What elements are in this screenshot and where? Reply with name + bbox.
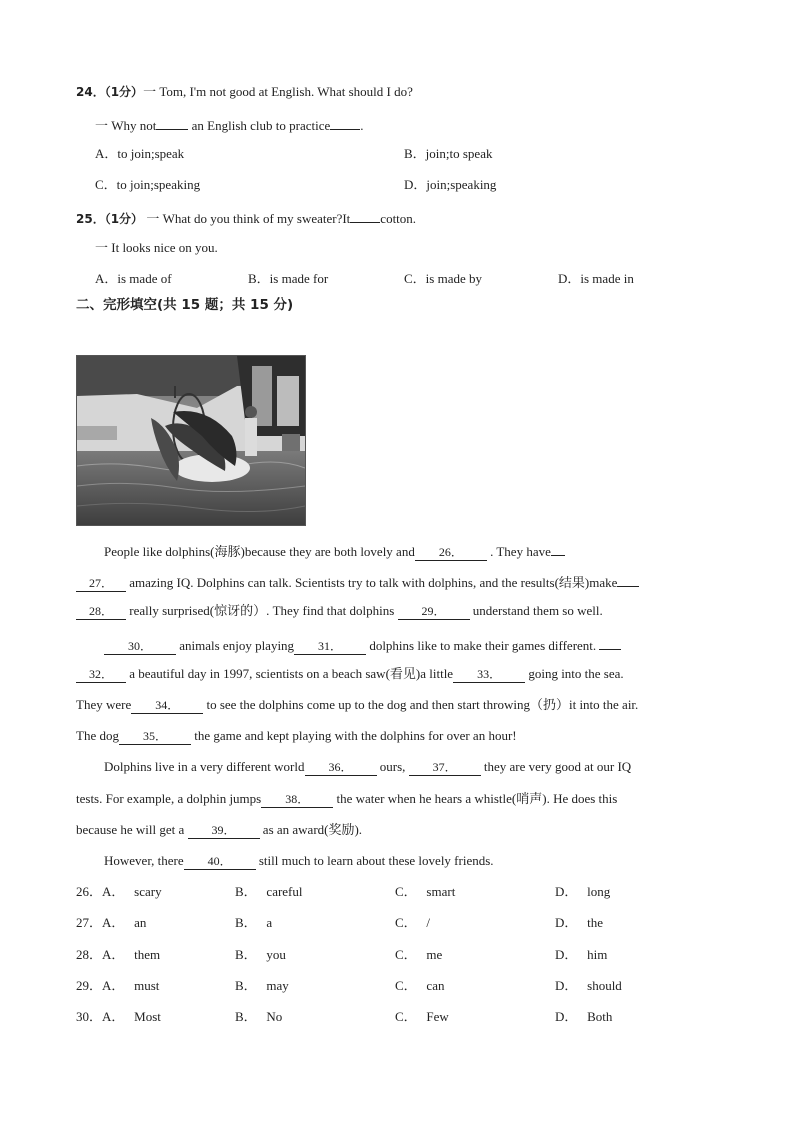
q25-prompt: 一 What do you think of my sweater?It	[143, 211, 351, 226]
passage-text: still much to learn about these lovely friends.	[255, 853, 494, 868]
answer-30-b-text: No	[266, 1009, 283, 1024]
answer-27-a[interactable]	[76, 914, 146, 932]
answer-letter: B．	[235, 1009, 257, 1024]
blank-26[interactable]: 26．	[415, 545, 487, 561]
section-title: 二、完形填空(共 15 题；共 15 分)	[76, 297, 294, 313]
passage-text: going into the sea.	[525, 666, 624, 681]
passage-text: . They have	[486, 544, 551, 559]
q24-prompt: 一 Tom, I'm not good at English. What should I do?	[143, 84, 413, 99]
answer-27-c[interactable]	[395, 914, 430, 932]
answer-26-num: 26．A．	[76, 884, 125, 899]
passage-text: People like dolphins(海豚)because they are both lovely and	[104, 544, 415, 559]
blank-40[interactable]: 40．	[184, 854, 256, 870]
blank-34[interactable]: 34．	[131, 698, 203, 714]
q25-line1	[76, 207, 416, 228]
blank-35[interactable]: 35．	[119, 729, 191, 745]
blank-27[interactable]: 27．	[76, 576, 126, 592]
passage-text: as an award(奖励).	[259, 822, 363, 837]
answer-27-d-text: the	[587, 915, 604, 930]
passage-text: dolphins like to make their games different.	[366, 638, 600, 653]
answer-letter: D．	[555, 1009, 578, 1024]
answer-30-d[interactable]	[555, 1008, 612, 1026]
blank-32[interactable]: 32．	[76, 667, 126, 683]
answer-27-c-text: /	[426, 915, 431, 930]
passage-text: However, there	[104, 853, 184, 868]
answer-30-a-text: Most	[134, 1009, 161, 1024]
answer-letter: B．	[235, 947, 257, 962]
passage-p1-line3	[76, 602, 716, 620]
answer-28-c[interactable]	[395, 946, 442, 964]
answer-letter: B．	[235, 915, 257, 930]
blank-28[interactable]: 28．	[76, 604, 126, 620]
answer-29-c-text: can	[426, 978, 445, 993]
answer-30-c[interactable]	[395, 1008, 449, 1026]
answer-30-d-text: Both	[587, 1009, 613, 1024]
q24-line1	[76, 83, 413, 101]
answer-30-num: 30．A．	[76, 1009, 125, 1024]
passage-p3-line1	[104, 758, 744, 776]
answer-28-b-text: you	[266, 947, 286, 962]
answer-28-b[interactable]	[235, 946, 286, 964]
answer-letter: C．	[395, 915, 417, 930]
answer-27-b-text: a	[266, 915, 273, 930]
passage-p2-line2	[76, 665, 716, 683]
answer-29-d[interactable]	[555, 977, 622, 995]
answer-letter: D．	[555, 947, 578, 962]
answer-29-b-text: may	[266, 978, 289, 993]
blank-33[interactable]: 33．	[453, 667, 525, 683]
passage-p1-line1	[104, 540, 744, 561]
answer-26-c-text: smart	[426, 884, 456, 899]
answer-26-b[interactable]	[235, 883, 303, 901]
passage-p3-line3	[76, 821, 716, 839]
passage-text: the water when he hears a whistle(哨声). He does this	[333, 791, 618, 806]
q24-option-d[interactable]: D．join;speaking	[404, 177, 497, 192]
blank-39[interactable]: 39．	[188, 823, 260, 839]
q24-number: 24．（1分）	[76, 85, 144, 99]
passage-text: tests. For example, a dolphin jumps	[76, 791, 262, 806]
answer-28-d-text: him	[587, 947, 608, 962]
answer-letter: C．	[395, 978, 417, 993]
answer-27-b[interactable]	[235, 914, 272, 932]
q24-line2	[95, 114, 364, 135]
answer-28-a[interactable]	[76, 946, 160, 964]
blank-29[interactable]: 29．	[398, 604, 470, 620]
answer-30-c-text: Few	[426, 1009, 449, 1024]
answer-28-a-text: them	[134, 947, 161, 962]
answer-letter: D．	[555, 978, 578, 993]
answer-26-d-text: long	[587, 884, 611, 899]
passage-p2-line4	[76, 727, 716, 745]
q25-number: 25．（1分）	[76, 212, 144, 226]
answer-27-d[interactable]	[555, 914, 603, 932]
q25-option-c[interactable]: C．is made by	[404, 271, 482, 286]
answer-29-num: 29．A．	[76, 978, 125, 993]
passage-p4-line1	[104, 852, 744, 870]
passage-text: they are very good at our IQ	[480, 759, 632, 774]
passage-text: because he will get a	[76, 822, 188, 837]
passage-text: a beautiful day in 1997, scientists on a beach saw(看见)a little	[126, 666, 454, 681]
passage-p3-line2	[76, 790, 716, 808]
answer-letter: C．	[395, 1009, 417, 1024]
q25-option-d[interactable]: D．is made in	[558, 271, 634, 286]
passage-p2-line1	[104, 634, 744, 655]
q24-blank-2	[330, 114, 360, 130]
blank-38[interactable]: 38．	[261, 792, 333, 808]
q25-blank	[350, 207, 380, 223]
blank-27-lead	[551, 540, 565, 556]
answer-letter: B．	[235, 978, 257, 993]
q25-option-a[interactable]: A．is made of	[95, 271, 172, 286]
passage-text: amazing IQ. Dolphins can talk. Scientists try to talk with dolphins, and the results(结果)make	[126, 575, 618, 590]
q24-blank-1	[156, 114, 188, 130]
answer-letter: B．	[235, 884, 257, 899]
q25-prompt-end: cotton.	[380, 211, 417, 226]
answer-29-c[interactable]	[395, 977, 444, 995]
q24-option-a[interactable]: A．to join;speak	[95, 146, 185, 161]
q24-line2-part2: an English club to practice	[188, 118, 331, 133]
blank-28-lead	[617, 571, 639, 587]
answer-letter: D．	[555, 884, 578, 899]
blank-37[interactable]: 37．	[409, 760, 481, 776]
answer-letter: D．	[555, 915, 578, 930]
q24-line2-part3: .	[360, 118, 364, 133]
passage-text: animals enjoy playing	[176, 638, 295, 653]
q24-option-c[interactable]: C．to join;speaking	[95, 177, 201, 192]
answer-27-num: 27．A．	[76, 915, 125, 930]
passage-p2-line3	[76, 696, 716, 714]
blank-30[interactable]: 30．	[104, 639, 176, 655]
answer-29-b[interactable]	[235, 977, 289, 995]
passage-text: Dolphins live in a very different world	[104, 759, 305, 774]
passage-text: really surprised(惊讶的）. They find that dolphins	[126, 603, 398, 618]
answer-28-c-text: me	[426, 947, 443, 962]
answer-29-a[interactable]	[76, 977, 159, 995]
blank-31[interactable]: 31．	[294, 639, 366, 655]
answer-27-a-text: an	[134, 915, 147, 930]
answer-26-c[interactable]	[395, 883, 455, 901]
blank-32-lead	[599, 634, 621, 650]
answer-26-d[interactable]	[555, 883, 610, 901]
answer-28-d[interactable]	[555, 946, 607, 964]
answer-28-num: 28．A．	[76, 947, 125, 962]
blank-36[interactable]: 36．	[305, 760, 377, 776]
answer-30-a[interactable]	[76, 1008, 161, 1026]
passage-p1-line2	[76, 571, 716, 592]
passage-text: ours,	[376, 759, 409, 774]
passage-text: understand them so well.	[469, 603, 603, 618]
answer-letter: C．	[395, 884, 417, 899]
answer-26-a-text: scary	[134, 884, 162, 899]
passage-text: the game and kept playing with the dolphins for over an hour!	[190, 728, 517, 743]
answer-29-a-text: must	[134, 978, 160, 993]
answer-30-b[interactable]	[235, 1008, 282, 1026]
answer-26-b-text: careful	[266, 884, 303, 899]
q24-line2-part1: 一 Why not	[95, 118, 157, 133]
q25-line2: 一 It looks nice on you.	[95, 240, 218, 255]
passage-text: to see the dolphins come up to the dog and then start throwing（扔）it into the air.	[203, 697, 639, 712]
answer-29-d-text: should	[587, 978, 622, 993]
dolphin-photo	[76, 355, 306, 526]
passage-text: The dog	[76, 728, 119, 743]
q25-option-b[interactable]: B．is made for	[248, 271, 329, 286]
passage-text: They were	[76, 697, 132, 712]
q24-option-b[interactable]: B．join;to speak	[404, 146, 493, 161]
answer-letter: C．	[395, 947, 417, 962]
answer-26-a[interactable]	[76, 883, 162, 901]
